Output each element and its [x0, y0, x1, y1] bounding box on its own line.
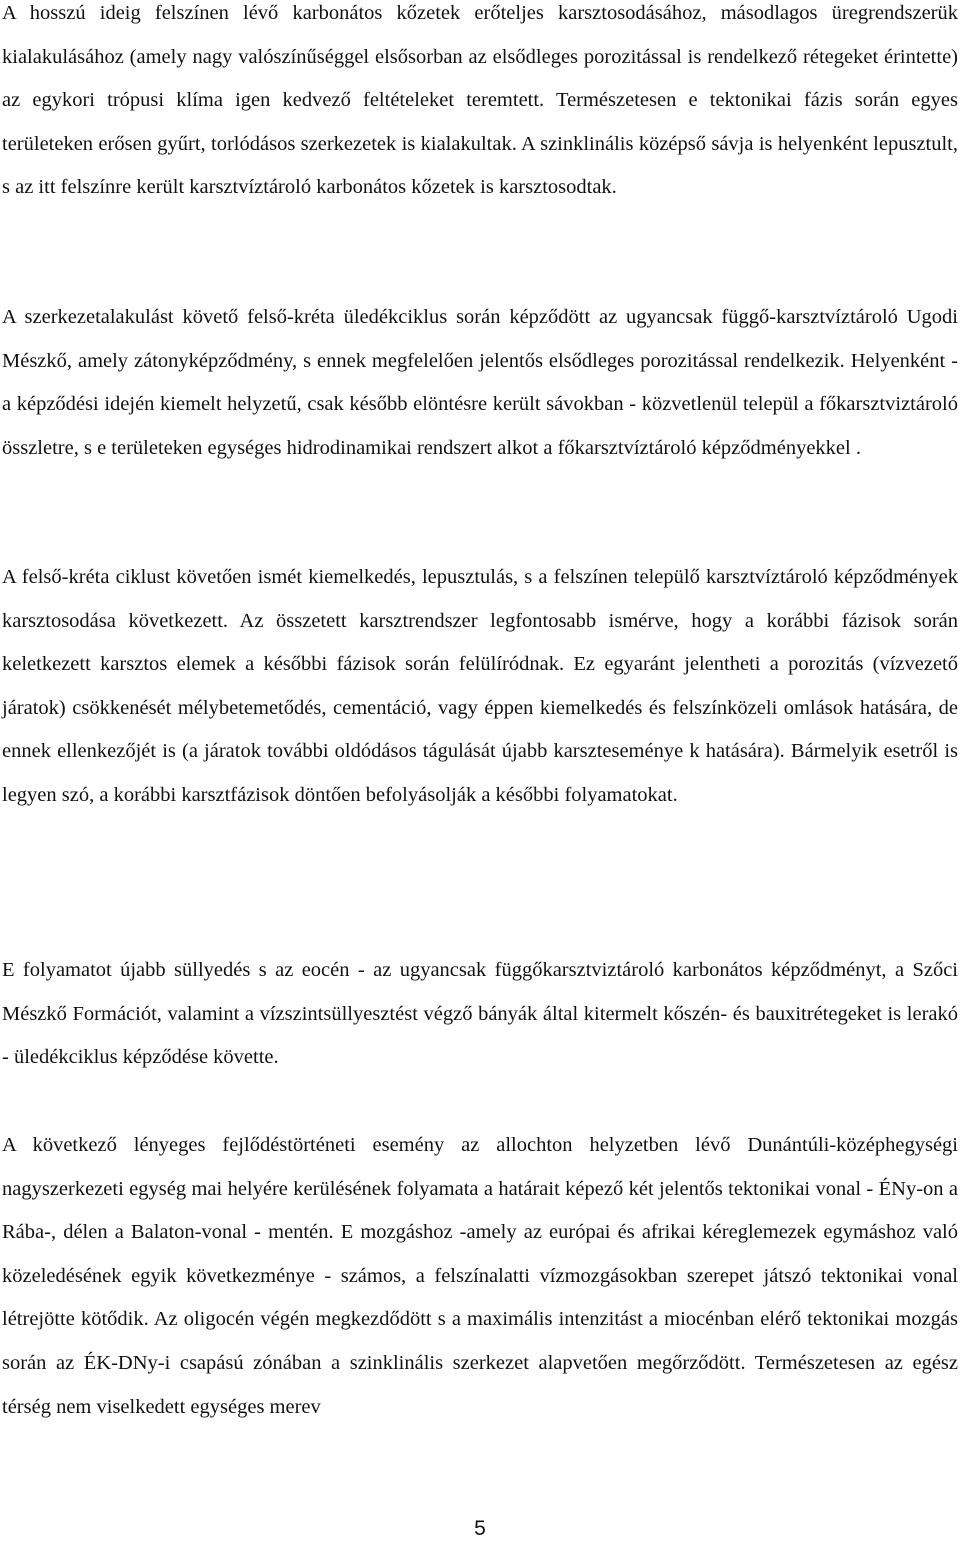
paragraph-3: A felső-kréta ciklust követően ismét kiemelkedés, lepusztulás, s a felszínen települő karsztvíztároló képződmények karsztosodása következett. Az összetett karsztrendszer legfontosabb ismérve, hogy a korábbi fázisok során keletkezett karsztos elemek a későbbi fázisok során felülíródnak. Ez egyaránt jelentheti a porozitás (vízvezető járatok) csökkenését mélybetemetődés, cementáció, vagy éppen kiemelkedés és felszínközeli omlások hatására, de ennek ellenkezőjét is (a járatok további oldódásos tágulását újabb karszteseménye k hatására). Bármelyik esetről is legyen szó, a korábbi karsztfázisok döntően befolyásolják a későbbi folyamatokat.: [2, 566, 958, 806]
paragraph-4: E folyamatot újabb süllyedés s az eocén - az ugyancsak függőkarsztviztároló karbonátos képződményt, a Szőci Mészkő Formációt, valamint a vízszintsüllyesztést végző bányák által kitermelt kőszén- és bauxitrétegeket is lerakó - üledékciklus képződése követte.: [2, 959, 958, 1069]
paragraph-5: A következő lényeges fejlődéstörténeti esemény az allochton helyzetben lévő Dunántúli-középhegységi nagyszerkezeti egység mai helyére kerülésének folyamata a határait képező két jelentős tektonikai vonal - ÉNy-on a Rába-, délen a Balaton-vonal - mentén. E mozgáshoz -amely az európai és afrikai kéreglemezek egymáshoz való közeledésének egyik következménye - számos, a felszínalatti vízmozgásokban szerepet játszó tektonikai vonal létrejötte kötődik. Az oligocén végén megkezdődött s a maximális intenzitást a miocénban elérő tektonikai mozgás során az ÉK-DNy-i csapású zónában a szinklinális szerkezet alapvetően megőrződött. Természetesen az egész térség nem viselkedett egységes merev: [2, 1134, 958, 1418]
paragraph-2: A szerkezetalakulást követő felső-kréta üledékciklus során képződött az ugyancsak függő-karsztvíztároló Ugodi Mészkő, amely zátonyképződmény, s ennek megfelelően jelentős elsődleges porozitással rendelkezik. Helyenként - a képződési idején kiemelt helyzetű, csak később elöntésre került sávokban - közvetlenül települ a főkarsztviztároló összletre, s e területeken egységes hidrodinamikai rendszert alkot a főkarsztvíztároló képződményekkel .: [2, 306, 958, 459]
page-number: 5: [474, 1517, 486, 1540]
paragraph-1: A hosszú ideig felszínen lévő karbonátos kőzetek erőteljes karsztosodásához, másodlagos üregrendszerük kialakulásához (amely nagy valószínűséggel elsősorban az elsődleges porozitással is rendelkező rétegeket érintette) az egykori trópusi klíma igen kedvező feltételeket teremtett. Természetesen e tektonikai fázis során egyes területeken erősen gyűrt, torlódásos szerkezetek is kialakultak. A szinklinális középső sávja is helyenként lepusztult, s az itt felszínre került karsztvíztároló karbonátos kőzetek is karsztosodtak.: [2, 2, 958, 199]
